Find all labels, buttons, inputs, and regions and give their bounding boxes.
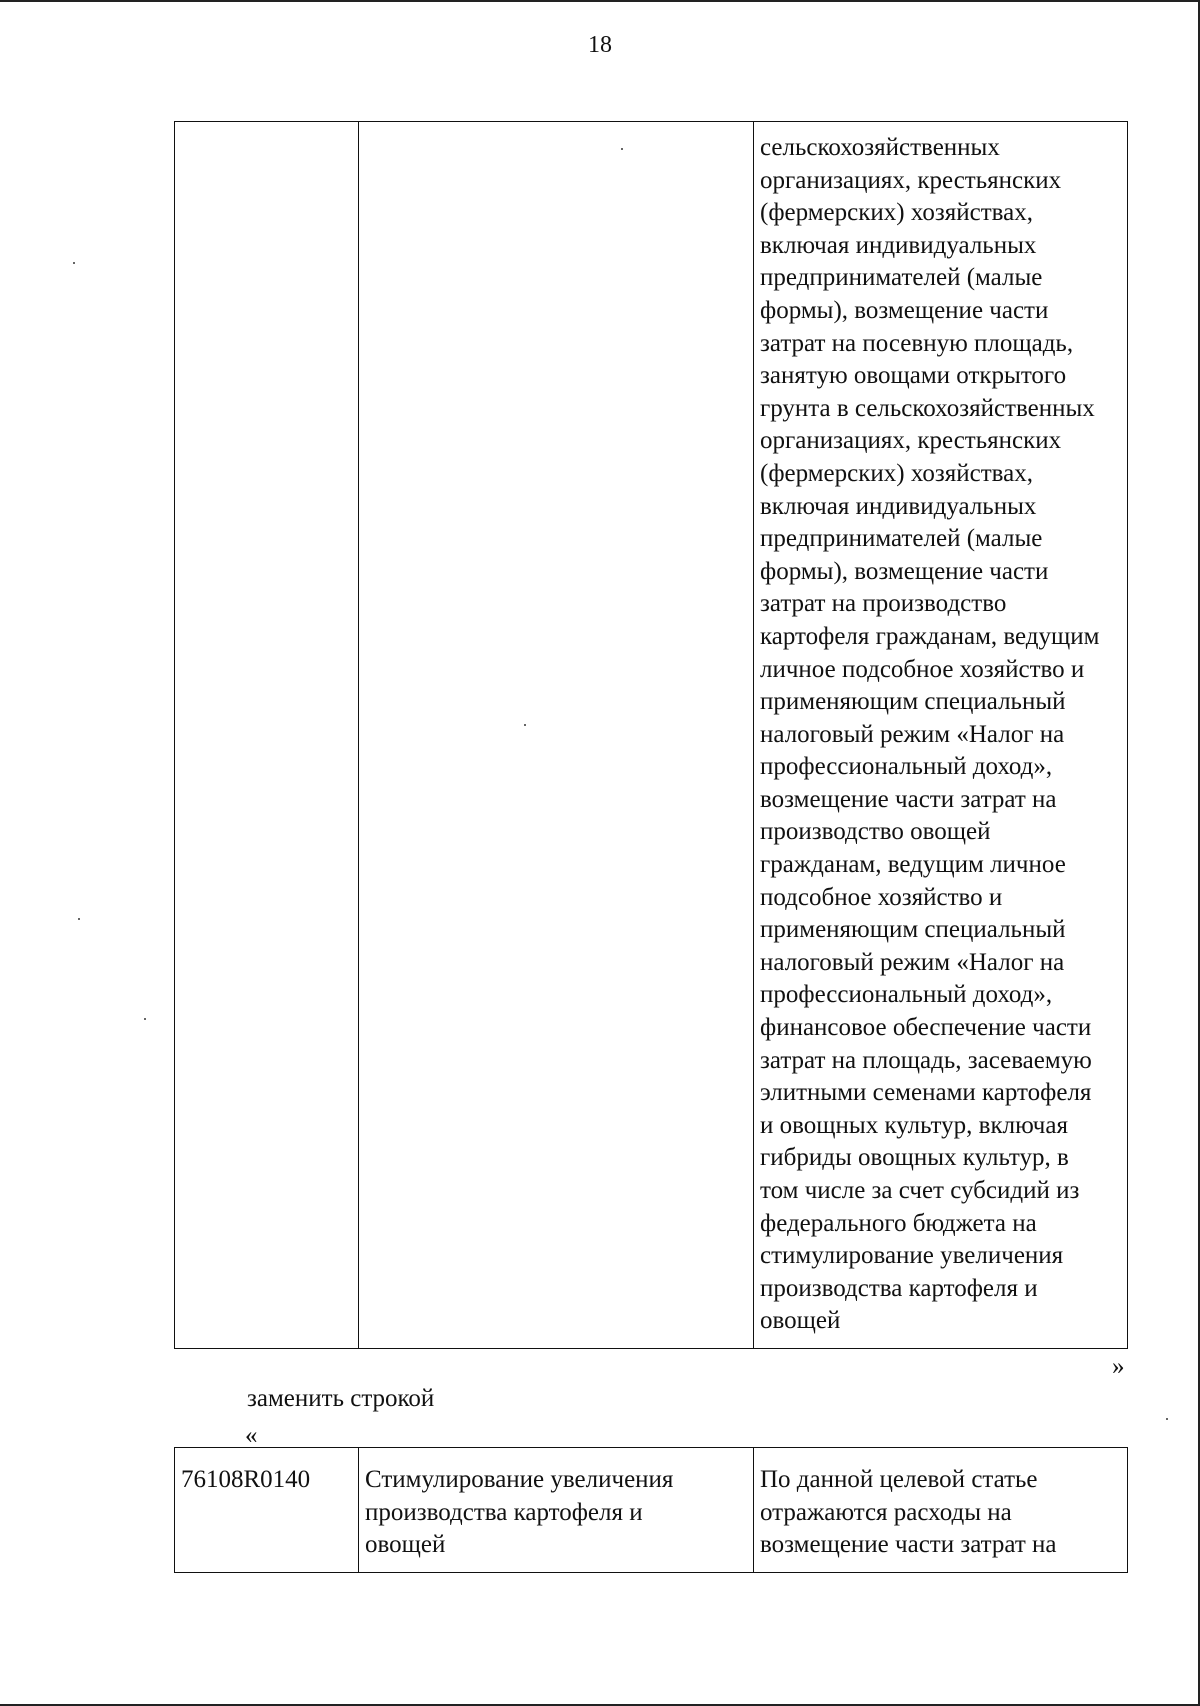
- name-cell: [359, 1448, 754, 1573]
- description-line: включая индивидуальных: [760, 492, 1037, 520]
- opening-quote: «: [245, 1422, 258, 1449]
- description-line: налоговый режим «Налог на: [760, 948, 1065, 976]
- budget-classification-table-continued: [174, 121, 1128, 1349]
- description-line: гибриды овощных культур, в: [760, 1144, 1069, 1172]
- description-line: включая индивидуальных: [760, 231, 1037, 259]
- description-line: возмещение части затрат на: [760, 785, 1057, 813]
- description-line: применяющим специальный: [760, 688, 1066, 716]
- closing-quote: »: [1112, 1353, 1125, 1380]
- description-line: овощей: [760, 1307, 841, 1335]
- description-line: возмещение части затрат на: [760, 1531, 1057, 1559]
- name-cell: [359, 122, 754, 1349]
- code-cell: [175, 122, 359, 1349]
- scan-speck: [621, 148, 623, 150]
- description-line: формы), возмещение части: [760, 557, 1049, 585]
- scan-speck: [1166, 1418, 1168, 1420]
- description-line: применяющим специальный: [760, 916, 1066, 944]
- description-line: отражаются расходы на: [760, 1498, 1012, 1526]
- page-number: 18: [588, 32, 612, 58]
- description-line: федерального бюджета на: [760, 1209, 1037, 1237]
- scan-speck: [524, 724, 526, 726]
- description-line: организациях, крестьянских: [760, 427, 1062, 455]
- description-line: затрат на производство: [760, 590, 1007, 618]
- description-cell: [754, 122, 1128, 1349]
- description-line: профессиональный доход»,: [760, 753, 1053, 781]
- scan-speck: [78, 918, 80, 920]
- name-line: производства картофеля и: [365, 1498, 643, 1526]
- replace-instruction: заменить строкой: [247, 1385, 435, 1412]
- description-line: налоговый режим «Налог на: [760, 720, 1065, 748]
- description-line: стимулирование увеличения: [760, 1242, 1064, 1270]
- name-line: Стимулирование увеличения: [365, 1466, 674, 1493]
- description-line: занятую овощами открытого: [760, 362, 1067, 390]
- description-line: подсобное хозяйство и: [760, 883, 1003, 911]
- description-line: картофеля гражданам, ведущим: [760, 622, 1100, 650]
- description-line: профессиональный доход»,: [760, 981, 1053, 1009]
- replacement-row-table: [174, 1447, 1128, 1573]
- description-line: элитными семенами картофеля: [760, 1079, 1092, 1107]
- table-row: [175, 122, 1128, 1349]
- scan-speck: [144, 1018, 146, 1020]
- code-cell: 76108R0140: [175, 1448, 359, 1573]
- scan-speck: [73, 262, 75, 264]
- description-cell: [754, 1448, 1128, 1573]
- description-line: По данной целевой статье: [760, 1466, 1038, 1493]
- description-line: формы), возмещение части: [760, 296, 1049, 324]
- description-line: производства картофеля и: [760, 1274, 1038, 1302]
- table-row: [175, 1448, 1128, 1573]
- description-line: предпринимателей (малые: [760, 264, 1043, 292]
- description-line: том числе за счет субсидий из: [760, 1177, 1080, 1204]
- page-border-top: [0, 0, 1200, 2]
- description-line: личное подсобное хозяйство и: [760, 655, 1085, 683]
- description-line: сельскохозяйственных: [760, 134, 1000, 161]
- name-line: овощей: [365, 1531, 446, 1559]
- description-line: организациях, крестьянских: [760, 166, 1062, 194]
- description-line: затрат на площадь, засеваемую: [760, 1046, 1092, 1074]
- description-line: затрат на посевную площадь,: [760, 329, 1074, 357]
- description-line: предпринимателей (малые: [760, 525, 1043, 553]
- description-line: (фермерских) хозяйствах,: [760, 459, 1033, 487]
- description-line: грунта в сельскохозяйственных: [760, 394, 1095, 422]
- description-line: (фермерских) хозяйствах,: [760, 199, 1033, 227]
- description-line: производство овощей: [760, 818, 991, 846]
- description-line: финансовое обеспечение части: [760, 1014, 1092, 1042]
- description-line: гражданам, ведущим личное: [760, 851, 1066, 879]
- description-line: и овощных культур, включая: [760, 1111, 1068, 1139]
